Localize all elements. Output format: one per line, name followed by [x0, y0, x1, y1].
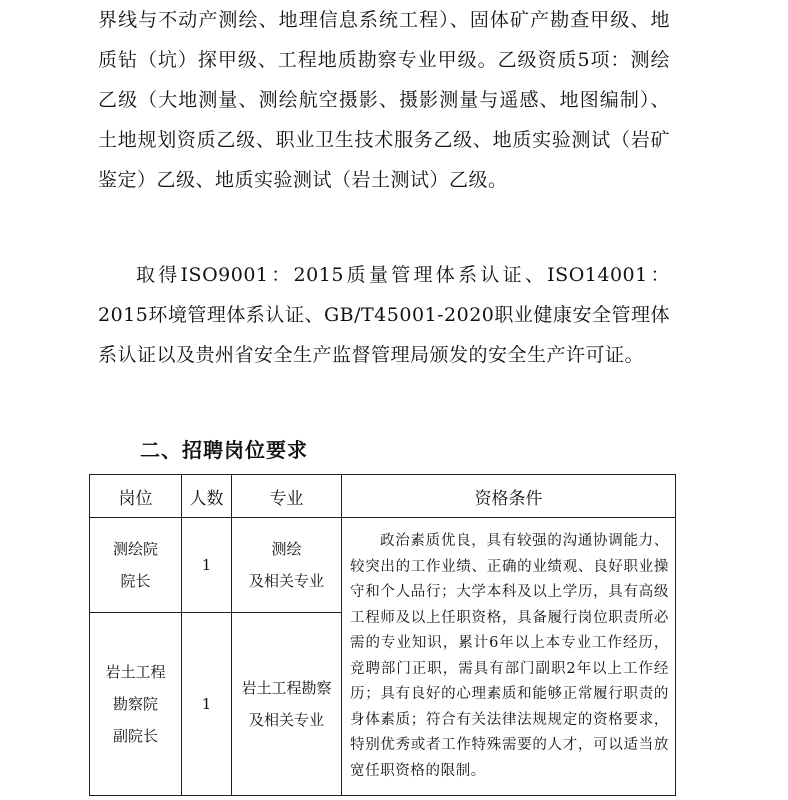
position-line: 院长 [120, 572, 151, 590]
major-line: 及相关专业 [248, 711, 324, 729]
headcount-cell: 1 [182, 613, 232, 796]
position-cell [90, 613, 182, 796]
header-major: 专业 [232, 475, 342, 518]
position-line: 岩土工程 [105, 663, 166, 681]
qualifications-paragraph: 界线与不动产测绘、地理信息系统工程）、固体矿产勘查甲级、地质钻（坑）探甲级、工程地质勘察专业甲级。乙级资质5项：测绘乙级（大地测量、测绘航空摄影、摄影测量与遥感、地图编制）、土地规划资质乙级、职业卫生技术服务乙级、地质实验测试（岩矿鉴定）乙级、地质实验测试（岩土测试）乙级。 [98, 9, 670, 191]
header-position: 岗位 [90, 475, 182, 518]
position-line: 勘察院 [112, 695, 158, 713]
headcount-cell: 1 [182, 518, 232, 613]
major-cell [232, 613, 342, 796]
major-line: 岩土工程勘察 [241, 679, 332, 697]
major-line: 及相关专业 [248, 572, 324, 590]
position-line: 测绘院 [112, 540, 158, 558]
header-headcount: 人数 [182, 475, 232, 518]
certification-paragraph: 取得ISO9001：2015质量管理体系认证、ISO14001：2015环境管理体系认证、GB/T45001-2020职业健康安全管理体系认证以及贵州省安全生产监督管理局颁发的安全生产许可证。 [98, 264, 670, 366]
position-line: 副院长 [112, 727, 158, 745]
position-cell [90, 518, 182, 613]
requirements-text: 政治素质优良，具有较强的沟通协调能力、较突出的工作业绩、正确的业绩观、良好职业操守和个人品行；大学本科及以上学历，具有高级工程师及以上任职资格，具备履行岗位职责所必需的专业知识，累计6年以上本专业工作经历，竞聘部门正职，需具有部门副职2年以上工作经历；具有良好的心理素质和能够正常履行职责的身体素质；符合有关法律法规规定的资格要求，特别优秀或者工作特殊需要的人才，可以适当放宽任职资格的限制。 [350, 533, 669, 779]
major-line: 测绘 [271, 540, 302, 558]
header-requirements: 资格条件 [342, 475, 676, 518]
table-row [90, 518, 676, 613]
major-cell [232, 518, 342, 613]
job-requirements-table [89, 474, 676, 796]
requirements-cell [342, 518, 676, 796]
table-header-row [90, 475, 676, 518]
section-heading: 二、招聘岗位要求 [140, 438, 308, 462]
